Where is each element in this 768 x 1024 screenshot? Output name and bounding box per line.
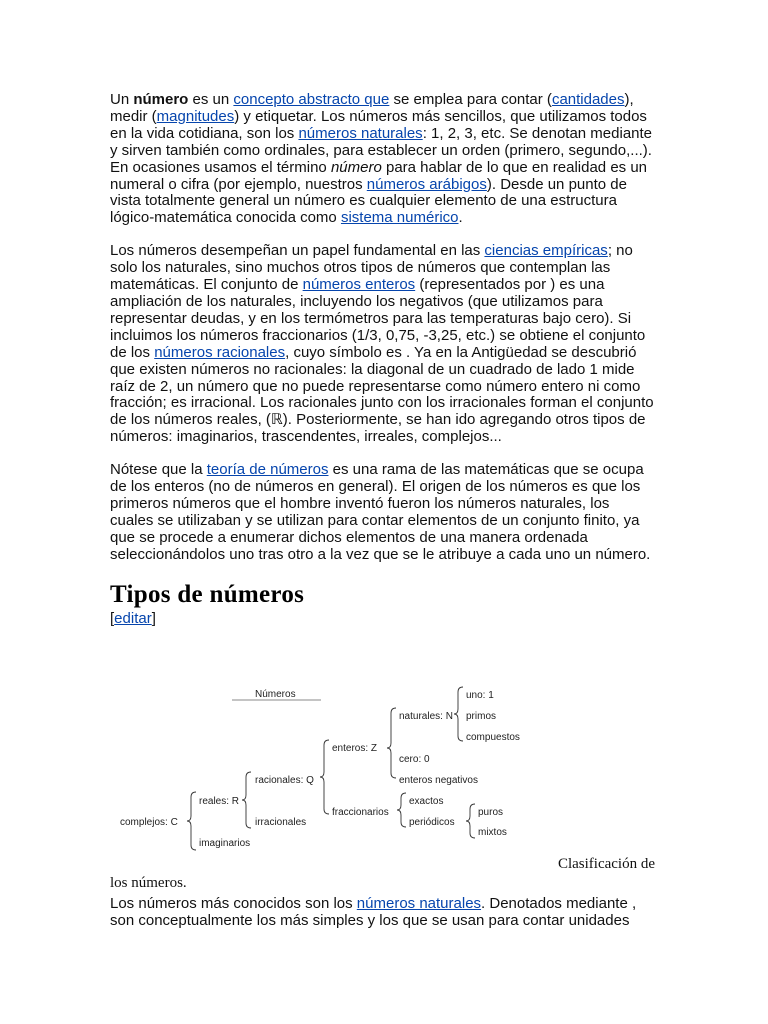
brace-naturales [454, 687, 463, 741]
node-enteros-negativos: enteros negativos [399, 775, 478, 786]
text: es un [188, 91, 234, 108]
node-enteros: enteros: Z [332, 743, 378, 754]
node-exactos: exactos [409, 796, 444, 807]
text: es una rama de las matemáticas que se ocupa de los enteros (no de números en general). El origen de los números es que los primeros números que el hombre inventó fueron los números naturales, los cuales se utilizaban y se utilizan para contar elementos de un conjunto finito, ya que se procede a enumerar dichos elementos de una manera ordenada seleccionándolos uno tras otro a la vez que se le atribuye a cada uno un número. [110, 461, 651, 563]
classification-diagram [110, 680, 655, 855]
link-sistema-numerico[interactable]: sistema numérico [340, 209, 459, 227]
article-body [110, 92, 655, 627]
italic-term: número [330, 158, 382, 176]
text: : 1, 2, 3, etc. Se denotan mediante y sirven también como ordinales, para establecer un orden (primero, segundo,...). En ocasiones usamos el término [110, 124, 653, 176]
text: . Denotados mediante , son conceptualmente los más simples y los que se usan para contar unidades [110, 895, 637, 929]
brace-periodicos [466, 804, 475, 838]
paragraph-intro [110, 92, 655, 227]
text: ). Desde un punto de vista totalmente general un número es cualquier elemento de una estructura lógico-matemática conocida como [110, 175, 627, 227]
node-mixtos: mixtos [478, 827, 507, 838]
text: , cuyo símbolo es . Ya en la Antigüedad se descubrió que existen números no racionales: la diagonal de un cuadrado de lado 1 mide raíz de 2, un número que no puede representarse como número entero ni como fracción; es irracional. Los racionales junto con los irracionales forman el conjunto de los números reales, (ℝ). Posteriormente, se han ido agregando otros tipos de números: imaginarios, trascendentes, irreales, complejos... [110, 343, 654, 446]
text: Los números más conocidos son los [110, 895, 357, 912]
node-numeros: Números [255, 689, 296, 700]
link-numeros-racionales[interactable]: números racionales [154, 343, 286, 361]
bracket: [ [110, 609, 115, 627]
text: ; no solo los naturales, sino muchos otros tipos de números que contemplan las matemáticas. El conjunto de [110, 242, 633, 294]
text: se emplea para contar ( [389, 91, 552, 108]
link-magnitudes[interactable]: magnitudes [156, 107, 235, 125]
node-complejos: complejos: C [120, 817, 178, 828]
text: . [458, 209, 463, 227]
classification-diagram-svg [110, 680, 655, 855]
link-teoria-de-numeros[interactable]: teoría de números [206, 461, 329, 479]
paragraph-teoria [110, 462, 655, 563]
brace-complejos [187, 792, 196, 850]
caption-line: los números. [110, 875, 187, 891]
paragraph-naturales [110, 896, 655, 930]
figure-caption [110, 855, 655, 893]
node-imaginarios: imaginarios [199, 838, 251, 849]
edit-section [110, 611, 655, 628]
text: ) y etiquetar. Los números más sencillos, que utilizamos todos en la vida cotidiana, son los [110, 107, 647, 142]
paragraph-ciencias [110, 243, 655, 446]
edit-link[interactable]: editar [114, 609, 152, 627]
node-fraccionarios: fraccionarios [332, 807, 389, 818]
node-puros: puros [478, 807, 504, 818]
link-numeros-enteros[interactable]: números enteros [302, 276, 416, 294]
node-primos: primos [466, 711, 497, 722]
link-ciencias-empiricas[interactable]: ciencias empíricas [484, 242, 608, 260]
section-heading: Tipos de números [110, 580, 305, 608]
link-numeros-naturales[interactable]: números naturales [298, 124, 423, 142]
node-cero: cero: 0 [399, 754, 430, 765]
node-irracionales: irracionales [255, 817, 307, 828]
node-uno: uno: 1 [466, 690, 494, 701]
brace-reales [242, 772, 251, 828]
node-reales: reales: R [199, 796, 240, 807]
bold-term: número [133, 91, 189, 108]
text: (representados por ) es una ampliación de los naturales, incluyendo los negativos (que utilizamos para representar deudas, y en los termómetros para las temperaturas bajo cero). Si incluimos los números fraccionarios (1/3, 0,75, -3,25, etc.) se obtiene el conjunto de los [110, 276, 646, 361]
brace-fraccionarios [397, 793, 406, 827]
node-periodicos: periódicos [409, 817, 455, 828]
caption-line: Clasificación de [557, 856, 655, 872]
link-cantidades[interactable]: cantidades [551, 91, 625, 108]
text: ), medir ( [110, 91, 634, 125]
link-numeros-naturales-2[interactable]: números naturales [356, 895, 482, 912]
text: Los números desempeñan un papel fundamental en las [110, 242, 485, 260]
link-numeros-arabigos[interactable]: números arábigos [366, 175, 487, 193]
link-concepto-abstracto[interactable]: concepto abstracto que [233, 91, 390, 108]
brace-racionales [320, 740, 329, 814]
node-racionales: racionales: Q [255, 775, 314, 786]
bracket: ] [151, 609, 156, 627]
text: Un [110, 91, 134, 108]
brace-enteros [387, 708, 396, 778]
text: para hablar de lo que en realidad es un numeral o cifra (por ejemplo, nuestros [110, 158, 648, 193]
text: Nótese que la [110, 461, 207, 479]
node-naturales: naturales: N [399, 711, 453, 722]
node-compuestos: compuestos [466, 732, 520, 743]
